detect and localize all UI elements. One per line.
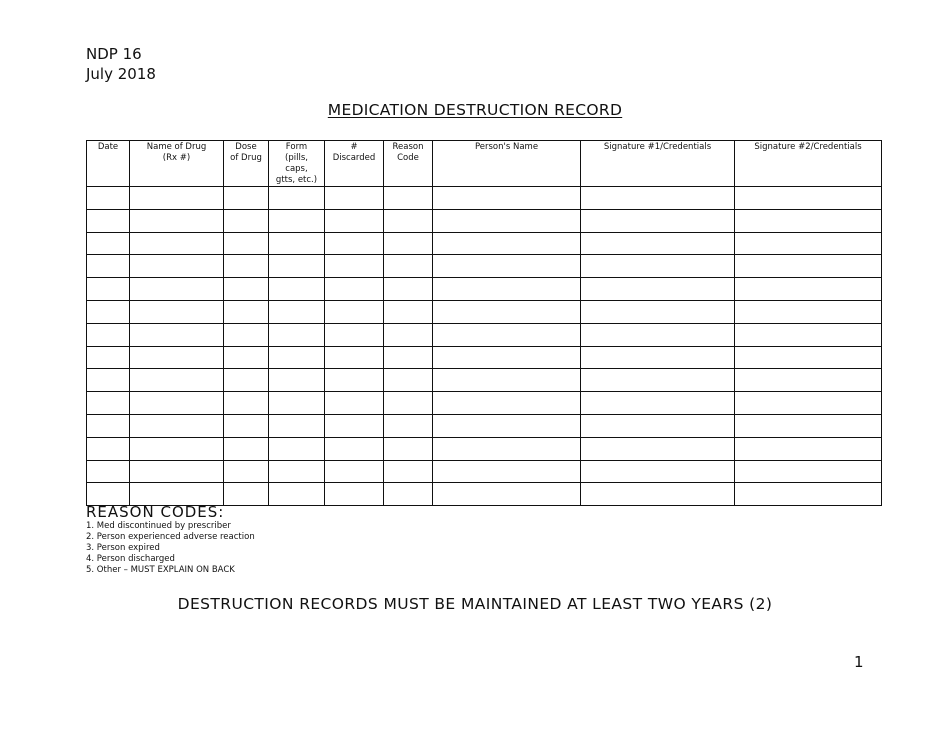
cell-date[interactable] xyxy=(87,437,130,460)
cell-number-discarded[interactable] xyxy=(325,278,384,301)
cell-date[interactable] xyxy=(87,187,130,210)
cell-persons-name[interactable] xyxy=(433,460,581,483)
page-number: 1 xyxy=(854,653,864,671)
cell-reason-code[interactable] xyxy=(384,414,433,437)
header-number-discarded: # Discarded xyxy=(325,141,384,187)
cell-number-discarded[interactable] xyxy=(325,414,384,437)
table-row xyxy=(87,369,882,392)
cell-signature-1[interactable] xyxy=(581,232,735,255)
table-row xyxy=(87,209,882,232)
cell-form[interactable] xyxy=(269,323,325,346)
cell-signature-1[interactable] xyxy=(581,209,735,232)
cell-reason-code[interactable] xyxy=(384,369,433,392)
cell-form[interactable] xyxy=(269,278,325,301)
cell-number-discarded[interactable] xyxy=(325,187,384,210)
cell-form[interactable] xyxy=(269,392,325,415)
cell-date[interactable] xyxy=(87,369,130,392)
cell-reason-code[interactable] xyxy=(384,278,433,301)
cell-drug-name[interactable] xyxy=(130,437,224,460)
reason-code-item: 3. Person expired xyxy=(86,543,160,553)
table-header-row xyxy=(87,141,882,187)
cell-reason-code[interactable] xyxy=(384,187,433,210)
cell-number-discarded[interactable] xyxy=(325,437,384,460)
cell-number-discarded[interactable] xyxy=(325,392,384,415)
cell-signature-1[interactable] xyxy=(581,323,735,346)
cell-date[interactable] xyxy=(87,255,130,278)
cell-dose[interactable] xyxy=(224,209,269,232)
cell-date[interactable] xyxy=(87,323,130,346)
cell-number-discarded[interactable] xyxy=(325,209,384,232)
cell-drug-name[interactable] xyxy=(130,255,224,278)
table-row xyxy=(87,346,882,369)
cell-number-discarded[interactable] xyxy=(325,346,384,369)
cell-drug-name[interactable] xyxy=(130,209,224,232)
cell-drug-name[interactable] xyxy=(130,278,224,301)
cell-persons-name[interactable] xyxy=(433,414,581,437)
table-row xyxy=(87,323,882,346)
cell-date[interactable] xyxy=(87,278,130,301)
cell-signature-1[interactable] xyxy=(581,300,735,323)
reason-code-item: 5. Other – MUST EXPLAIN ON BACK xyxy=(86,565,235,575)
cell-persons-name[interactable] xyxy=(433,300,581,323)
table-row xyxy=(87,278,882,301)
cell-dose[interactable] xyxy=(224,369,269,392)
cell-dose[interactable] xyxy=(224,278,269,301)
cell-persons-name[interactable] xyxy=(433,346,581,369)
header-signature-2: Signature #2/Credentials xyxy=(735,141,882,187)
table-row xyxy=(87,414,882,437)
table-row xyxy=(87,187,882,210)
cell-number-discarded[interactable] xyxy=(325,300,384,323)
cell-signature-1[interactable] xyxy=(581,460,735,483)
table-body xyxy=(87,187,882,506)
cell-number-discarded[interactable] xyxy=(325,483,384,506)
cell-signature-1[interactable] xyxy=(581,483,735,506)
cell-form[interactable] xyxy=(269,255,325,278)
cell-dose[interactable] xyxy=(224,437,269,460)
cell-date[interactable] xyxy=(87,346,130,369)
cell-persons-name[interactable] xyxy=(433,483,581,506)
cell-drug-name[interactable] xyxy=(130,392,224,415)
cell-reason-code[interactable] xyxy=(384,255,433,278)
cell-signature-2[interactable] xyxy=(735,414,882,437)
cell-reason-code[interactable] xyxy=(384,346,433,369)
table-row xyxy=(87,392,882,415)
cell-reason-code[interactable] xyxy=(384,323,433,346)
header-form: Form (pills, caps, gtts, etc.) xyxy=(269,141,325,187)
cell-form[interactable] xyxy=(269,414,325,437)
cell-form[interactable] xyxy=(269,346,325,369)
cell-reason-code[interactable] xyxy=(384,437,433,460)
reason-code-item: 1. Med discontinued by prescriber xyxy=(86,521,231,531)
cell-form[interactable] xyxy=(269,369,325,392)
cell-drug-name[interactable] xyxy=(130,346,224,369)
cell-form[interactable] xyxy=(269,187,325,210)
cell-drug-name[interactable] xyxy=(130,460,224,483)
header-dose-of-drug: Dose of Drug xyxy=(224,141,269,187)
cell-reason-code[interactable] xyxy=(384,209,433,232)
cell-date[interactable] xyxy=(87,232,130,255)
cell-drug-name[interactable] xyxy=(130,369,224,392)
cell-reason-code[interactable] xyxy=(384,392,433,415)
cell-signature-1[interactable] xyxy=(581,278,735,301)
cell-dose[interactable] xyxy=(224,300,269,323)
cell-signature-1[interactable] xyxy=(581,346,735,369)
cell-signature-2[interactable] xyxy=(735,300,882,323)
header-persons-name: Person's Name xyxy=(433,141,581,187)
cell-signature-1[interactable] xyxy=(581,255,735,278)
cell-persons-name[interactable] xyxy=(433,255,581,278)
cell-signature-2[interactable] xyxy=(735,346,882,369)
cell-form[interactable] xyxy=(269,460,325,483)
cell-number-discarded[interactable] xyxy=(325,460,384,483)
cell-persons-name[interactable] xyxy=(433,209,581,232)
cell-signature-2[interactable] xyxy=(735,255,882,278)
header-signature-1: Signature #1/Credentials xyxy=(581,141,735,187)
cell-signature-1[interactable] xyxy=(581,414,735,437)
cell-number-discarded[interactable] xyxy=(325,369,384,392)
cell-dose[interactable] xyxy=(224,346,269,369)
cell-persons-name[interactable] xyxy=(433,437,581,460)
cell-signature-2[interactable] xyxy=(735,392,882,415)
reason-codes-list xyxy=(86,521,255,576)
cell-persons-name[interactable] xyxy=(433,323,581,346)
cell-form[interactable] xyxy=(269,483,325,506)
document-title xyxy=(0,101,950,119)
cell-reason-code[interactable] xyxy=(384,460,433,483)
header-date: Date xyxy=(87,141,130,187)
cell-dose[interactable] xyxy=(224,392,269,415)
cell-number-discarded[interactable] xyxy=(325,255,384,278)
cell-signature-2[interactable] xyxy=(735,278,882,301)
cell-date[interactable] xyxy=(87,209,130,232)
cell-dose[interactable] xyxy=(224,483,269,506)
cell-number-discarded[interactable] xyxy=(325,232,384,255)
cell-signature-1[interactable] xyxy=(581,437,735,460)
cell-signature-2[interactable] xyxy=(735,369,882,392)
cell-signature-2[interactable] xyxy=(735,209,882,232)
cell-persons-name[interactable] xyxy=(433,187,581,210)
retention-notice: DESTRUCTION RECORDS MUST BE MAINTAINED AT LEAST TWO YEARS (2) xyxy=(177,595,773,613)
cell-form[interactable] xyxy=(269,232,325,255)
cell-persons-name[interactable] xyxy=(433,232,581,255)
cell-reason-code[interactable] xyxy=(384,300,433,323)
cell-signature-2[interactable] xyxy=(735,323,882,346)
cell-dose[interactable] xyxy=(224,460,269,483)
cell-drug-name[interactable] xyxy=(130,300,224,323)
cell-signature-2[interactable] xyxy=(735,460,882,483)
cell-dose[interactable] xyxy=(224,187,269,210)
header-reason-code: Reason Code xyxy=(384,141,433,187)
medication-destruction-table xyxy=(86,140,882,506)
table-row xyxy=(87,300,882,323)
cell-persons-name[interactable] xyxy=(433,369,581,392)
header-name-of-drug: Name of Drug (Rx #) xyxy=(130,141,224,187)
cell-signature-1[interactable] xyxy=(581,369,735,392)
cell-persons-name[interactable] xyxy=(433,392,581,415)
cell-signature-1[interactable] xyxy=(581,392,735,415)
cell-signature-2[interactable] xyxy=(735,232,882,255)
cell-date[interactable] xyxy=(87,414,130,437)
cell-signature-1[interactable] xyxy=(581,187,735,210)
table-row xyxy=(87,232,882,255)
reason-code-item: 2. Person experienced adverse reaction xyxy=(86,532,255,542)
cell-drug-name[interactable] xyxy=(130,323,224,346)
cell-dose[interactable] xyxy=(224,323,269,346)
cell-dose[interactable] xyxy=(224,255,269,278)
cell-signature-2[interactable] xyxy=(735,483,882,506)
cell-reason-code[interactable] xyxy=(384,232,433,255)
document-title-text: MEDICATION DESTRUCTION RECORD xyxy=(327,101,623,119)
cell-signature-2[interactable] xyxy=(735,187,882,210)
table-row xyxy=(87,460,882,483)
cell-persons-name[interactable] xyxy=(433,278,581,301)
cell-dose[interactable] xyxy=(224,414,269,437)
table-row xyxy=(87,255,882,278)
cell-number-discarded[interactable] xyxy=(325,323,384,346)
reason-code-item: 4. Person discharged xyxy=(86,554,175,564)
document-date: July 2018 xyxy=(86,65,156,83)
cell-drug-name[interactable] xyxy=(130,232,224,255)
cell-signature-2[interactable] xyxy=(735,437,882,460)
reason-codes-heading: REASON CODES: xyxy=(86,503,225,521)
document-code: NDP 16 xyxy=(86,45,142,63)
cell-reason-code[interactable] xyxy=(384,483,433,506)
cell-date[interactable] xyxy=(87,460,130,483)
table-row xyxy=(87,437,882,460)
cell-form[interactable] xyxy=(269,209,325,232)
cell-drug-name[interactable] xyxy=(130,414,224,437)
cell-drug-name[interactable] xyxy=(130,187,224,210)
cell-form[interactable] xyxy=(269,437,325,460)
cell-dose[interactable] xyxy=(224,232,269,255)
cell-form[interactable] xyxy=(269,300,325,323)
cell-date[interactable] xyxy=(87,392,130,415)
cell-date[interactable] xyxy=(87,300,130,323)
